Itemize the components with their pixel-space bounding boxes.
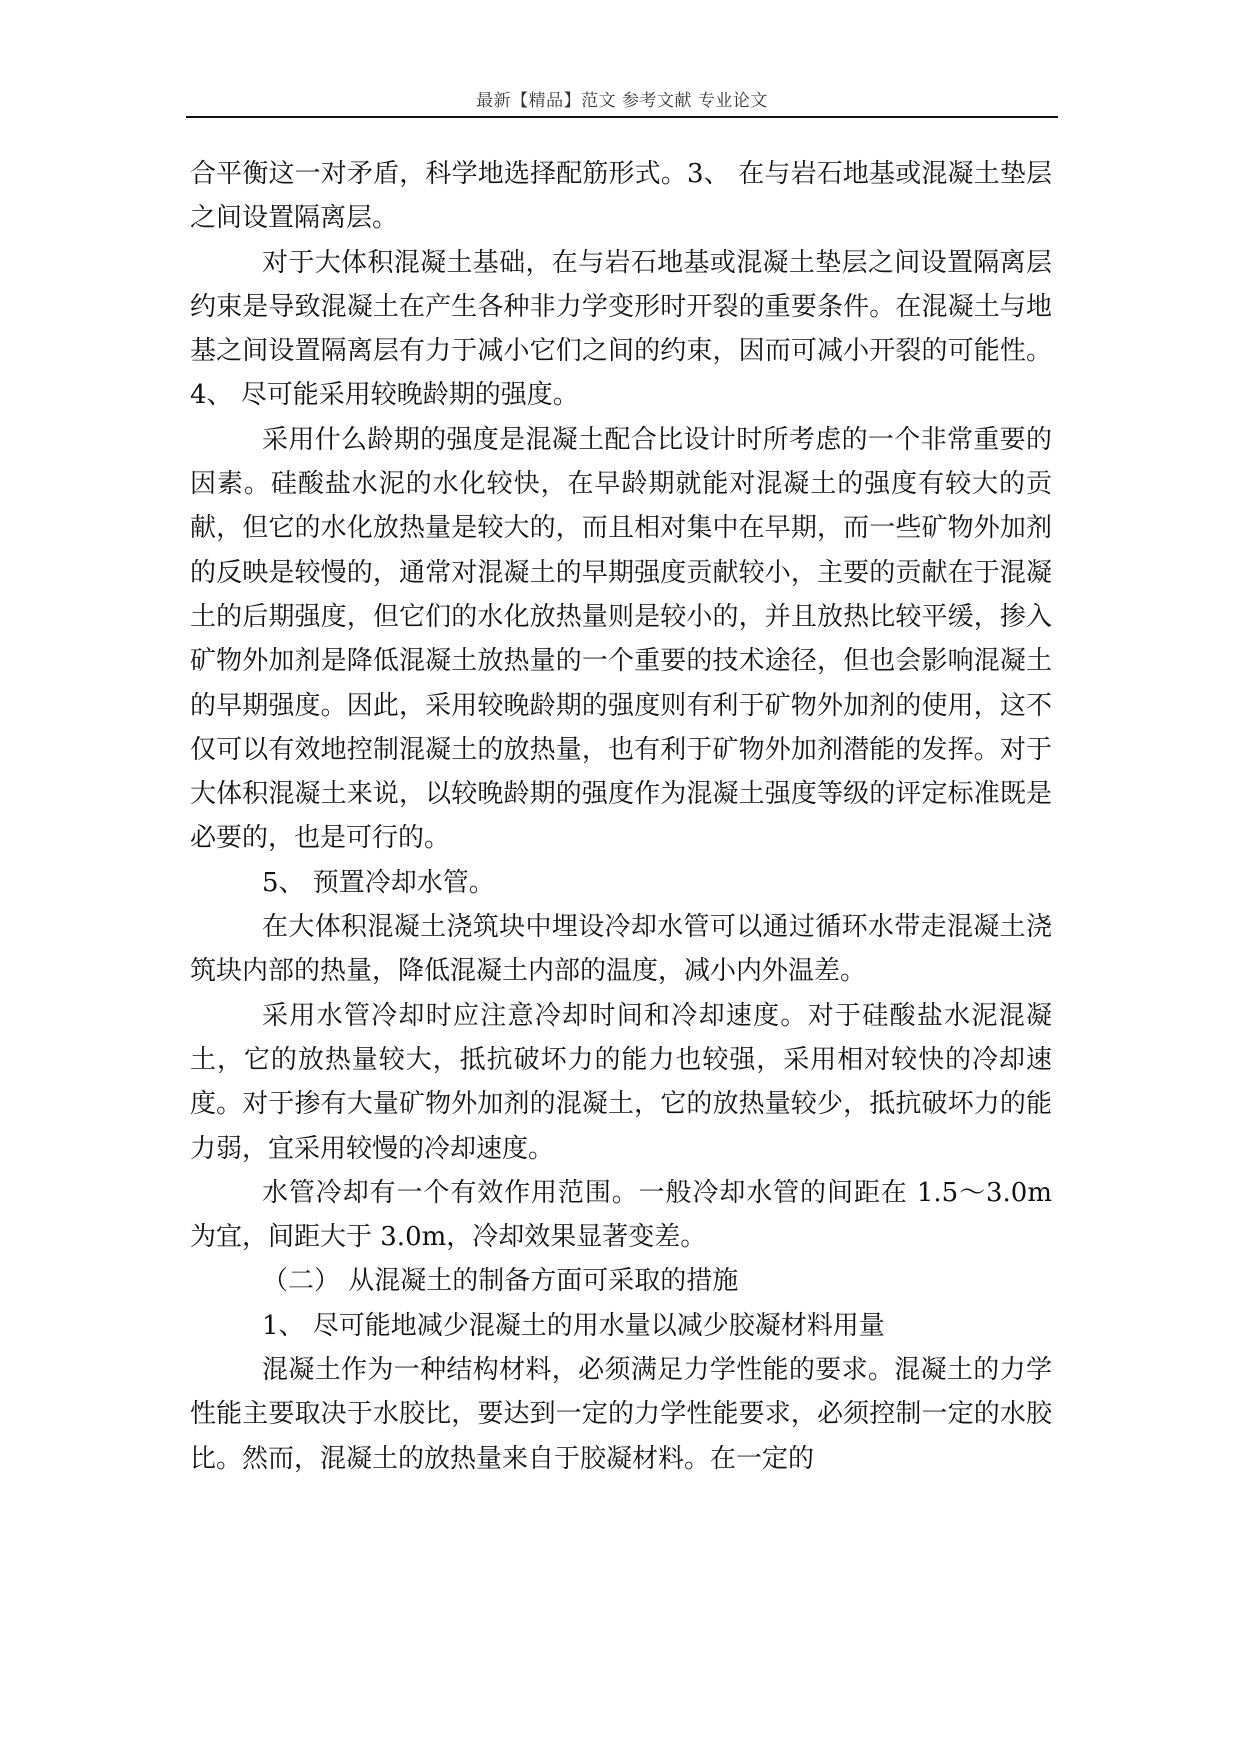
paragraph: 在大体积混凝土浇筑块中埋设冷却水管可以通过循环水带走混凝土浇筑块内部的热量，降低混凝土内部的温度，减小内外温差。 <box>190 912 1052 987</box>
paragraph: 水管冷却有一个有效作用范围。一般冷却水管的间距在 1.5～3.0m 为宜，间距大于 3.0m，冷却效果显著变差。 <box>190 1177 1052 1253</box>
paragraph: 合平衡这一对矛盾，科学地选择配筋形式。3、 在与岩石地基或混凝土垫层之间设置隔离层。 <box>190 159 1052 234</box>
paragraph: 对于大体积混凝土基础，在与岩石地基或混凝土垫层之间设置隔离层约束是导致混凝土在产生各种非力学变形时开裂的重要条件。在混凝土与地基之间设置隔离层有力于减小它们之间的约束，因而可减小开裂的可能性。 4、 尽可能采用较晚龄期的强度。 <box>190 247 1052 411</box>
paragraph: 混凝土作为一种结构材料，必须满足力学性能的要求。混凝土的力学性能主要取决于水胶比，要达到一定的力学性能要求，必须控制一定的水胶比。然而，混凝土的放热量来自于胶凝材料。在一定的 <box>190 1355 1052 1474</box>
section-heading: （二） 从混凝土的制备方面可采取的措施 <box>262 1266 739 1297</box>
header-divider <box>186 116 1058 118</box>
document-body <box>190 152 1052 1481</box>
page-header: 最新【精品】范文 参考文献 专业论文 <box>476 91 768 111</box>
section-heading: 1、 尽可能地减少混凝土的用水量以减少胶凝材料用量 <box>262 1310 885 1341</box>
section-heading: 5、 预置冷却水管。 <box>262 867 495 898</box>
paragraph: 采用水管冷却时应注意冷却时间和冷却速度。对于硅酸盐水泥混凝土，它的放热量较大，抵抗破坏力的能力也较强，采用相对较快的冷却速度。对于掺有大量矿物外加剂的混凝土，它的放热量较少，抵抗破坏力的能力弱，宜采用较慢的冷却速度。 <box>190 1000 1052 1164</box>
paragraph: 采用什么龄期的强度是混凝土配合比设计时所考虑的一个非常重要的因素。硅酸盐水泥的水化较快，在早龄期就能对混凝土的强度有较大的贡献，但它的水化放热量是较大的，而且相对集中在早期，而一些矿物外加剂的反映是较慢的，通常对混凝土的早期强度贡献较小，主要的贡献在于混凝土的后期强度，但它们的水化放热量则是较小的，并且放热比较平缓，掺入矿物外加剂是降低混凝土放热量的一个重要的技术途径，但也会影响混凝土的早期强度。因此，采用较晚龄期的强度则有利于矿物外加剂的使用，这不仅可以有效地控制混凝土的放热量，也有利于矿物外加剂潜能的发挥。对于大体积混凝土来说，以较晚龄期的强度作为混凝土强度等级的评定标准既是必要的，也是可行的。 <box>190 424 1052 854</box>
